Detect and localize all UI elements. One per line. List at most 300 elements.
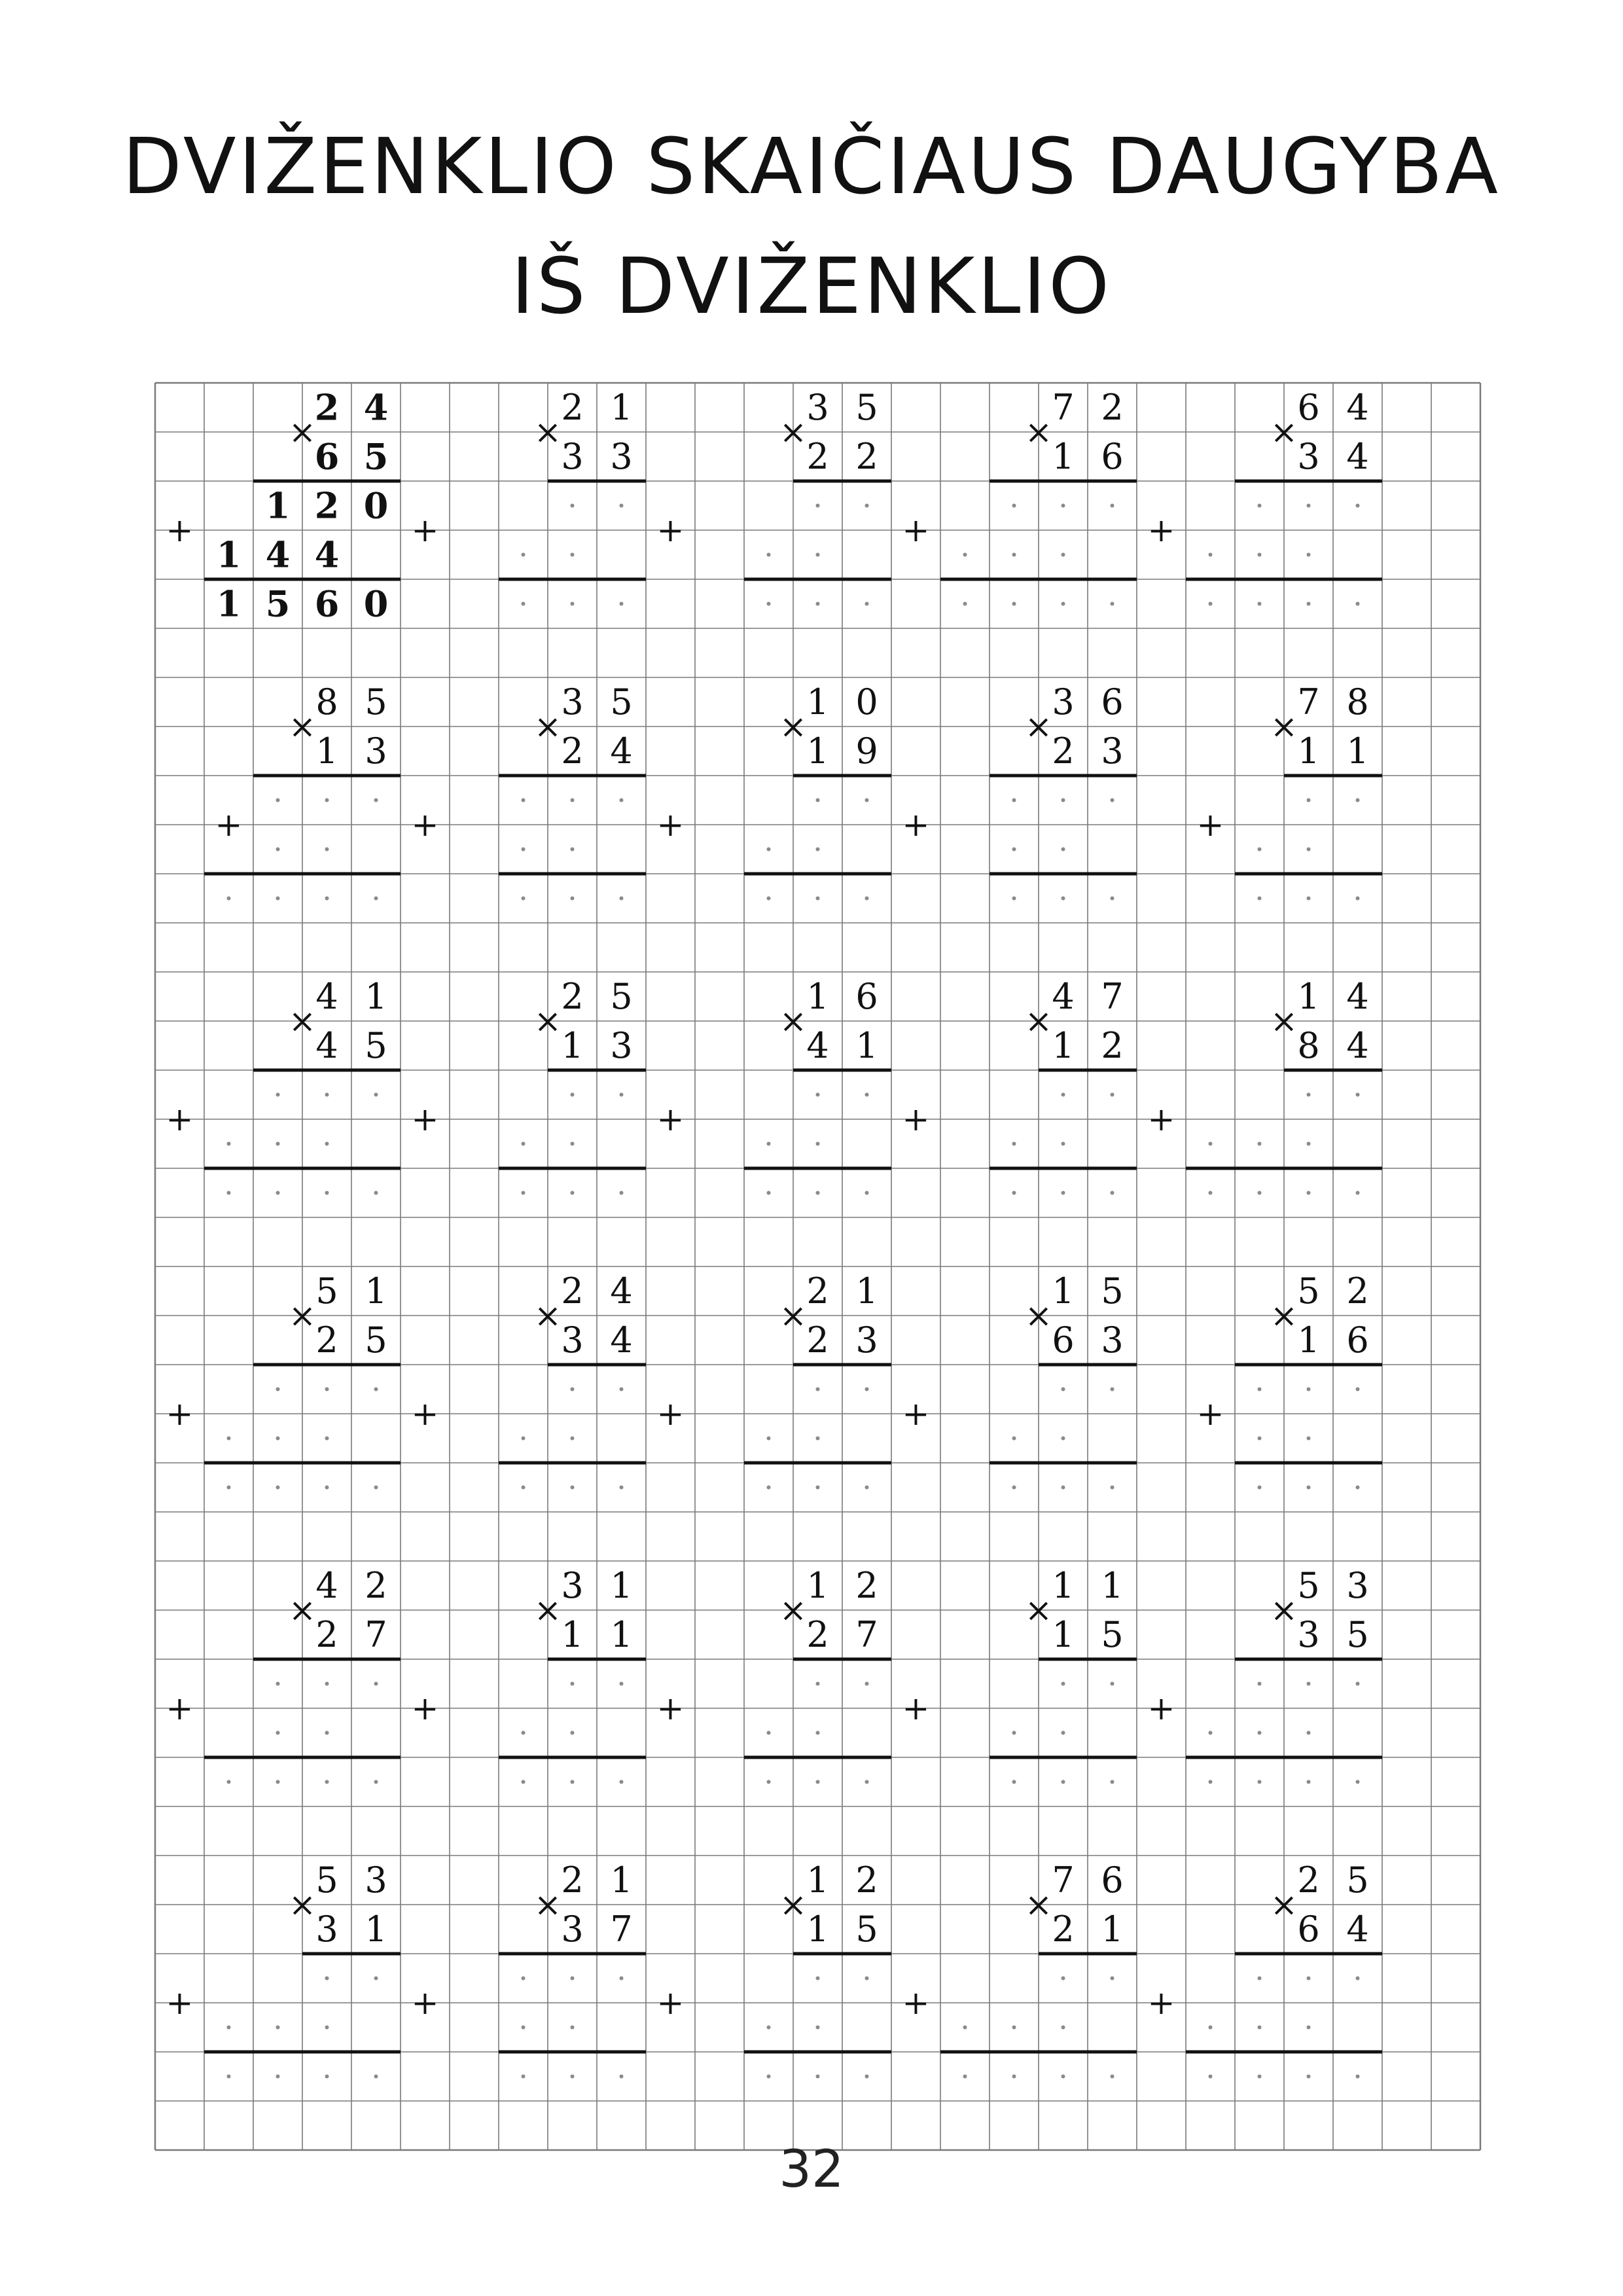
answer-cell-dot	[1307, 1388, 1311, 1391]
answer-cell-dot	[1356, 1977, 1360, 1981]
answer-cell-dot	[1061, 1682, 1065, 1686]
answer-cell-dot	[522, 897, 526, 901]
multiplicand-digit: 7	[1052, 1859, 1075, 1901]
multiplicand-digit: 1	[1101, 1565, 1124, 1606]
answer-cell-dot	[1307, 1731, 1311, 1735]
answer-cell-dot	[276, 1437, 280, 1441]
answer-cell-dot	[276, 1486, 280, 1490]
multiply-sign: ×	[779, 1886, 807, 1924]
multiplicand-digit: 2	[1101, 387, 1124, 428]
answer-cell-dot	[374, 1093, 378, 1097]
answer-cell-dot	[374, 897, 378, 901]
answer-cell-dot	[816, 2026, 820, 2030]
answer-cell-dot	[522, 2026, 526, 2030]
answer-cell-dot	[571, 553, 575, 557]
answer-cell-dot	[227, 897, 231, 901]
answer-cell-dot	[276, 1142, 280, 1146]
answer-cell-dot	[767, 897, 771, 901]
multiply-sign: ×	[1025, 1002, 1052, 1040]
answer-cell-dot	[522, 1780, 526, 1784]
answer-cell-dot	[865, 1780, 869, 1784]
multiplicand-digit: 5	[1297, 1270, 1320, 1312]
answer-cell-dot	[1012, 1731, 1016, 1735]
answer-cell-dot	[620, 1977, 624, 1981]
multiplicand-digit: 2	[561, 1859, 584, 1901]
multiplier-digit: 1	[561, 1025, 584, 1066]
answer-cell-dot	[816, 1977, 820, 1981]
answer-cell-dot	[325, 1780, 329, 1784]
answer-cell-dot	[1111, 2075, 1115, 2079]
multiplicand-digit: 3	[1052, 681, 1075, 723]
answer-cell-dot	[522, 1142, 526, 1146]
answer-cell-dot	[1012, 2075, 1016, 2079]
multiplier-digit: 4	[610, 1319, 633, 1361]
answer-cell-dot	[325, 1731, 329, 1735]
multiplicand-digit: 4	[1346, 976, 1369, 1017]
answer-cell-dot	[620, 897, 624, 901]
answer-cell-dot	[767, 848, 771, 852]
answer-cell-dot	[325, 848, 329, 852]
multiplicand-digit: 1	[1052, 1270, 1075, 1312]
multiplier-digit: 4	[1346, 1909, 1369, 1950]
answer-cell-dot	[620, 1780, 624, 1784]
multiplier-digit: 3	[315, 1909, 338, 1950]
answer-cell-dot	[767, 1731, 771, 1735]
answer-cell-dot	[1209, 1191, 1213, 1195]
answer-cell-dot	[963, 2026, 967, 2030]
multiplier-digit: 4	[806, 1025, 829, 1066]
answer-cell-dot	[1061, 1191, 1065, 1195]
partial-product-digit: 1	[265, 484, 291, 527]
multiply-sign: ×	[1270, 708, 1298, 745]
multiply-sign: ×	[534, 708, 562, 745]
answer-cell-dot	[1209, 602, 1213, 606]
multiply-sign: ×	[779, 1297, 807, 1335]
answer-cell-dot	[1258, 897, 1262, 901]
answer-cell-dot	[1061, 1142, 1065, 1146]
answer-cell-dot	[227, 1780, 231, 1784]
answer-cell-dot	[1111, 1388, 1115, 1391]
answer-cell-dot	[1209, 1142, 1213, 1146]
multiplier-digit: 3	[561, 1319, 584, 1361]
multiplier-digit: 6	[1297, 1909, 1320, 1950]
answer-cell-dot	[1061, 602, 1065, 606]
answer-cell-dot	[1258, 1977, 1262, 1981]
title-line-2-text: IŠ DVIŽENKLIO	[511, 241, 1112, 331]
answer-cell-dot	[1307, 553, 1311, 557]
answer-cell-dot	[276, 1191, 280, 1195]
plus-sign: +	[1147, 1689, 1175, 1727]
multiplier-digit: 6	[1346, 1319, 1369, 1361]
answer-cell-dot	[1012, 602, 1016, 606]
title-line-1-text: DVIŽENKLIO SKAIČIAUS DAUGYBA	[122, 121, 1501, 211]
answer-cell-dot	[865, 2075, 869, 2079]
answer-cell-dot	[1061, 1780, 1065, 1784]
multiply-sign: ×	[289, 708, 316, 745]
answer-cell-dot	[1258, 602, 1262, 606]
answer-cell-dot	[1356, 798, 1360, 802]
multiply-sign: ×	[534, 1297, 562, 1335]
answer-cell-dot	[1061, 848, 1065, 852]
result-digit: 0	[363, 583, 389, 625]
multiply-sign: ×	[1025, 708, 1052, 745]
answer-cell-dot	[522, 553, 526, 557]
answer-cell-dot	[571, 602, 575, 606]
multiplicand-digit: 1	[365, 976, 387, 1017]
answer-cell-dot	[571, 2075, 575, 2079]
answer-cell-dot	[1012, 1780, 1016, 1784]
answer-cell-dot	[1307, 2026, 1311, 2030]
multiply-sign: ×	[289, 1002, 316, 1040]
multiplicand-digit: 5	[1346, 1859, 1369, 1901]
multiplicand-digit: 4	[1346, 387, 1369, 428]
multiplicand-digit: 1	[855, 1270, 878, 1312]
multiplicand-digit: 1	[1297, 976, 1320, 1017]
answer-cell-dot	[620, 602, 624, 606]
answer-cell-dot	[276, 2026, 280, 2030]
multiply-sign: ×	[1270, 1002, 1298, 1040]
answer-cell-dot	[1209, 2026, 1213, 2030]
answer-cell-dot	[1307, 1142, 1311, 1146]
multiply-sign: ×	[1025, 1297, 1052, 1335]
answer-cell-dot	[1111, 1780, 1115, 1784]
answer-cell-dot	[571, 798, 575, 802]
answer-cell-dot	[816, 553, 820, 557]
answer-cell-dot	[816, 1731, 820, 1735]
answer-cell-dot	[325, 2026, 329, 2030]
answer-cell-dot	[865, 897, 869, 901]
answer-cell-dot	[816, 1682, 820, 1686]
multiplier-digit: 6	[1052, 1319, 1075, 1361]
answer-cell-dot	[1258, 553, 1262, 557]
multiplicand-digit: 0	[855, 681, 878, 723]
multiplier-digit: 1	[315, 730, 338, 772]
multiplier-digit: 5	[1346, 1614, 1369, 1655]
multiplier-digit: 3	[610, 1025, 633, 1066]
multiplicand-digit: 2	[314, 386, 340, 429]
multiplier-digit: 5	[365, 1025, 387, 1066]
answer-cell-dot	[767, 1142, 771, 1146]
multiplicand-digit: 5	[1297, 1565, 1320, 1606]
answer-cell-dot	[1111, 504, 1115, 508]
answer-cell-dot	[1307, 602, 1311, 606]
answer-cell-dot	[571, 897, 575, 901]
multiplicand-digit: 2	[855, 1565, 878, 1606]
plus-sign: +	[1147, 511, 1175, 549]
multiplicand-digit: 2	[1297, 1859, 1320, 1901]
answer-cell-dot	[1307, 504, 1311, 508]
answer-cell-dot	[1061, 2075, 1065, 2079]
plus-sign: +	[411, 1100, 439, 1138]
multiplicand-digit: 2	[561, 387, 584, 428]
plus-sign: +	[166, 1689, 194, 1727]
answer-cell-dot	[1111, 1191, 1115, 1195]
plus-sign: +	[656, 1689, 685, 1727]
multiplier-digit: 3	[561, 1909, 584, 1950]
partial-product-digit: 0	[363, 484, 389, 527]
answer-cell-dot	[620, 1486, 624, 1490]
answer-cell-dot	[325, 1191, 329, 1195]
multiplicand-digit: 6	[1101, 681, 1124, 723]
answer-cell-dot	[620, 798, 624, 802]
multiplicand-digit: 5	[855, 387, 878, 428]
plus-sign: +	[656, 1395, 685, 1433]
answer-cell-dot	[1307, 798, 1311, 802]
multiplier-digit: 7	[855, 1614, 878, 1655]
answer-cell-dot	[276, 848, 280, 852]
plus-sign: +	[1147, 1100, 1175, 1138]
answer-cell-dot	[571, 1486, 575, 1490]
result-digit: 5	[265, 583, 291, 625]
answer-cell-dot	[1356, 1388, 1360, 1391]
plus-sign: +	[166, 1100, 194, 1138]
plus-sign: +	[902, 1984, 930, 2022]
answer-cell-dot	[1061, 1093, 1065, 1097]
answer-cell-dot	[767, 1780, 771, 1784]
answer-cell-dot	[1209, 1731, 1213, 1735]
answer-cell-dot	[816, 1486, 820, 1490]
multiplier-digit: 3	[1297, 1614, 1320, 1655]
multiplier-digit: 2	[1052, 1909, 1075, 1950]
answer-cell-dot	[1012, 504, 1016, 508]
multiplier-digit: 1	[1297, 730, 1320, 772]
answer-cell-dot	[1061, 798, 1065, 802]
answer-cell-dot	[276, 1731, 280, 1735]
multiplicand-digit: 1	[1052, 1565, 1075, 1606]
multiply-sign: ×	[289, 1297, 316, 1335]
multiplier-digit: 2	[855, 436, 878, 477]
answer-cell-dot	[571, 2026, 575, 2030]
multiplier-digit: 4	[1346, 1025, 1369, 1066]
multiplier-digit: 1	[561, 1614, 584, 1655]
answer-cell-dot	[1356, 897, 1360, 901]
answer-cell-dot	[227, 1486, 231, 1490]
plus-sign: +	[656, 1100, 685, 1138]
multiply-sign: ×	[534, 1002, 562, 1040]
plus-sign: +	[411, 1395, 439, 1433]
answer-cell-dot	[816, 848, 820, 852]
answer-cell-dot	[1258, 504, 1262, 508]
answer-cell-dot	[1012, 848, 1016, 852]
plus-sign: +	[411, 511, 439, 549]
multiplicand-digit: 1	[806, 976, 829, 1017]
answer-cell-dot	[1307, 1093, 1311, 1097]
answer-cell-dot	[1061, 897, 1065, 901]
answer-cell-dot	[767, 2026, 771, 2030]
answer-cell-dot	[1356, 2075, 1360, 2079]
answer-cell-dot	[620, 504, 624, 508]
multiplicand-digit: 8	[315, 681, 338, 723]
answer-cell-dot	[571, 1142, 575, 1146]
answer-cell-dot	[963, 553, 967, 557]
result-digit: 1	[216, 583, 241, 625]
multiply-sign: ×	[1025, 413, 1052, 451]
answer-cell-dot	[865, 1682, 869, 1686]
page-number: 32	[779, 2140, 844, 2199]
multiply-sign: ×	[1270, 1886, 1298, 1924]
answer-cell-dot	[325, 1486, 329, 1490]
answer-cell-dot	[1012, 2026, 1016, 2030]
multiplicand-digit: 7	[1052, 387, 1075, 428]
answer-cell-dot	[276, 897, 280, 901]
answer-cell-dot	[1258, 2026, 1262, 2030]
answer-cell-dot	[1061, 504, 1065, 508]
answer-cell-dot	[816, 1142, 820, 1146]
multiply-sign: ×	[289, 1591, 316, 1629]
answer-cell-dot	[1356, 504, 1360, 508]
answer-cell-dot	[571, 848, 575, 852]
answer-cell-dot	[1258, 1191, 1262, 1195]
multiplicand-digit: 3	[365, 1859, 387, 1901]
answer-cell-dot	[227, 2075, 231, 2079]
answer-cell-dot	[865, 1093, 869, 1097]
multiply-sign: ×	[779, 708, 807, 745]
multiplier-digit: 5	[363, 435, 389, 478]
answer-cell-dot	[767, 1486, 771, 1490]
multiplicand-digit: 1	[806, 1565, 829, 1606]
multiplicand-digit: 1	[806, 1859, 829, 1901]
multiplicand-digit: 3	[1346, 1565, 1369, 1606]
answer-cell-dot	[1356, 602, 1360, 606]
answer-cell-dot	[1356, 1780, 1360, 1784]
answer-cell-dot	[620, 1191, 624, 1195]
answer-cell-dot	[522, 1437, 526, 1441]
multiplier-digit: 4	[610, 730, 633, 772]
answer-cell-dot	[1111, 798, 1115, 802]
answer-cell-dot	[767, 2075, 771, 2079]
answer-cell-dot	[571, 1780, 575, 1784]
multiply-sign: ×	[289, 413, 316, 451]
answer-cell-dot	[1258, 1437, 1262, 1441]
answer-cell-dot	[1012, 798, 1016, 802]
answer-cell-dot	[522, 1977, 526, 1981]
plus-sign: +	[902, 1100, 930, 1138]
answer-cell-dot	[1356, 1191, 1360, 1195]
plus-sign: +	[1196, 806, 1224, 844]
multiply-sign: ×	[289, 1886, 316, 1924]
answer-cell-dot	[865, 1191, 869, 1195]
multiplicand-digit: 3	[561, 1565, 584, 1606]
answer-cell-dot	[325, 2075, 329, 2079]
answer-cell-dot	[276, 1682, 280, 1686]
answer-cell-dot	[1209, 553, 1213, 557]
answer-cell-dot	[522, 1486, 526, 1490]
answer-cell-dot	[1061, 2026, 1065, 2030]
multiplier-digit: 5	[855, 1909, 878, 1950]
multiplicand-digit: 4	[1052, 976, 1075, 1017]
answer-cell-dot	[227, 1437, 231, 1441]
answer-cell-dot	[1356, 1093, 1360, 1097]
multiplier-digit: 3	[365, 730, 387, 772]
multiplier-digit: 6	[314, 435, 340, 478]
answer-cell-dot	[816, 602, 820, 606]
answer-cell-dot	[522, 848, 526, 852]
multiplicand-digit: 5	[610, 681, 633, 723]
answer-cell-dot	[1258, 1780, 1262, 1784]
multiplier-digit: 3	[561, 436, 584, 477]
answer-cell-dot	[571, 1093, 575, 1097]
multiplicand-digit: 3	[806, 387, 829, 428]
answer-cell-dot	[227, 1191, 231, 1195]
multiplier-digit: 5	[1101, 1614, 1124, 1655]
answer-cell-dot	[1012, 1486, 1016, 1490]
answer-cell-dot	[227, 2026, 231, 2030]
multiplier-digit: 1	[1346, 730, 1369, 772]
answer-cell-dot	[1061, 1977, 1065, 1981]
answer-cell-dot	[276, 1388, 280, 1391]
multiplier-digit: 1	[365, 1909, 387, 1950]
plus-sign: +	[166, 1984, 194, 2022]
answer-cell-dot	[325, 1093, 329, 1097]
multiplicand-digit: 1	[806, 681, 829, 723]
multiply-sign: ×	[534, 413, 562, 451]
answer-cell-dot	[374, 2075, 378, 2079]
multiplier-digit: 1	[855, 1025, 878, 1066]
multiplier-digit: 8	[1297, 1025, 1320, 1066]
answer-cell-dot	[571, 1731, 575, 1735]
multiplier-digit: 1	[1101, 1909, 1124, 1950]
answer-cell-dot	[1111, 602, 1115, 606]
multiplicand-digit: 4	[363, 386, 389, 429]
answer-cell-dot	[816, 1437, 820, 1441]
multiply-sign: ×	[534, 1591, 562, 1629]
multiplier-digit: 2	[806, 1614, 829, 1655]
plus-sign: +	[166, 1395, 194, 1433]
multiplicand-digit: 1	[610, 1565, 633, 1606]
multiplier-digit: 1	[1052, 436, 1075, 477]
multiplier-digit: 2	[315, 1319, 338, 1361]
multiplicand-digit: 6	[1297, 387, 1320, 428]
multiplicand-digit: 2	[561, 1270, 584, 1312]
answer-cell-dot	[620, 2075, 624, 2079]
answer-cell-dot	[767, 553, 771, 557]
answer-cell-dot	[1356, 1486, 1360, 1490]
answer-cell-dot	[227, 1142, 231, 1146]
answer-cell-dot	[865, 1486, 869, 1490]
answer-cell-dot	[374, 1977, 378, 1981]
multiplier-digit: 7	[610, 1909, 633, 1950]
multiplier-digit: 3	[1297, 436, 1320, 477]
answer-cell-dot	[1061, 1388, 1065, 1391]
answer-cell-dot	[1209, 1780, 1213, 1784]
plus-sign: +	[902, 511, 930, 549]
multiplier-digit: 9	[855, 730, 878, 772]
multiplier-digit: 2	[1052, 730, 1075, 772]
multiplier-digit: 1	[610, 1614, 633, 1655]
plus-sign: +	[1147, 1984, 1175, 2022]
answer-cell-dot	[522, 1191, 526, 1195]
answer-cell-dot	[816, 1191, 820, 1195]
multiplicand-digit: 4	[315, 976, 338, 1017]
multiplicand-digit: 1	[610, 387, 633, 428]
answer-cell-dot	[522, 798, 526, 802]
multiplicand-digit: 2	[1346, 1270, 1369, 1312]
multiplicand-digit: 2	[365, 1565, 387, 1606]
plus-sign: +	[166, 511, 194, 549]
answer-cell-dot	[1307, 897, 1311, 901]
answer-cell-dot	[522, 602, 526, 606]
multiplier-digit: 2	[315, 1614, 338, 1655]
plus-sign: +	[656, 1984, 685, 2022]
multiply-sign: ×	[779, 1002, 807, 1040]
answer-cell-dot	[1061, 1486, 1065, 1490]
multiplicand-digit: 4	[610, 1270, 633, 1312]
multiplicand-digit: 6	[1101, 1859, 1124, 1901]
multiplier-digit: 2	[806, 1319, 829, 1361]
answer-cell-dot	[816, 1093, 820, 1097]
answer-cell-dot	[816, 1780, 820, 1784]
answer-cell-dot	[1258, 1142, 1262, 1146]
